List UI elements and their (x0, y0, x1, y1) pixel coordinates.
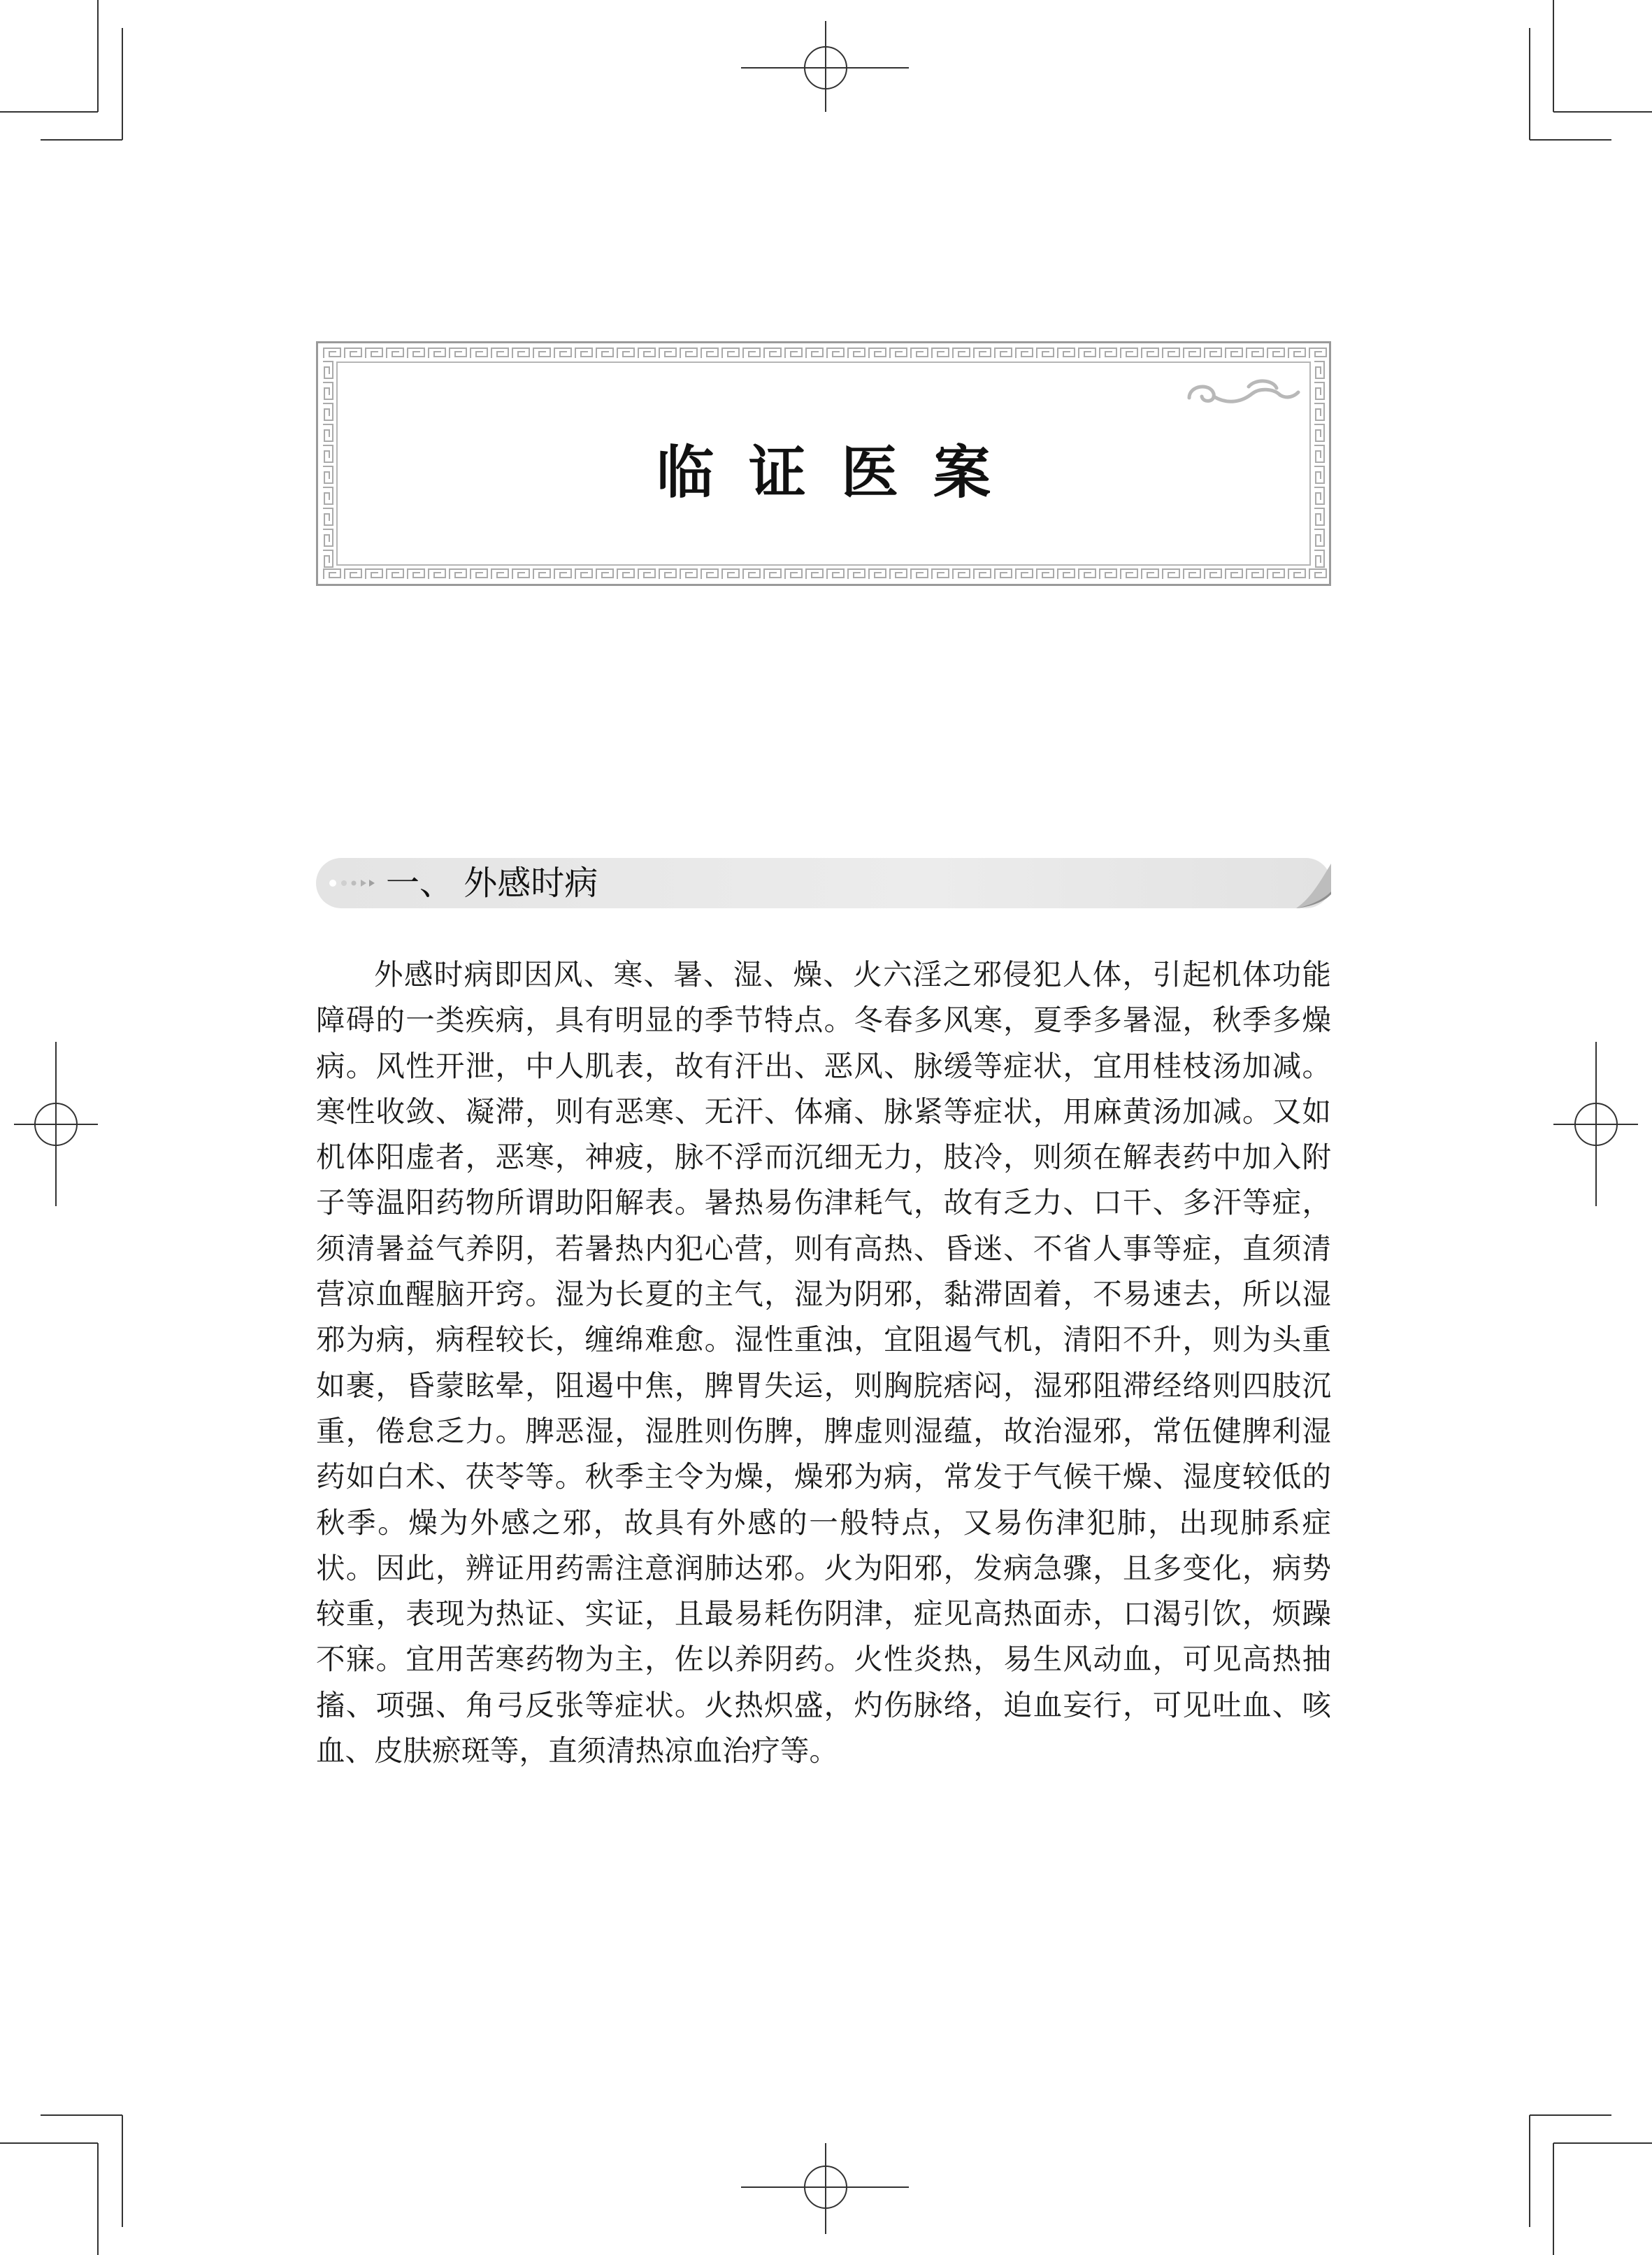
crop-mark-icon (1530, 0, 1652, 140)
crop-mark-icon (0, 0, 122, 140)
section-heading: 一、 外感时病 (386, 864, 598, 903)
page-curl-icon (1289, 864, 1331, 908)
crop-mark-icon (1530, 2115, 1652, 2255)
registration-mark-icon (741, 2143, 909, 2234)
cloud-ornament-icon (1175, 371, 1301, 413)
registration-mark-icon (14, 1042, 98, 1206)
registration-mark-icon (741, 21, 909, 112)
arrow-dots-icon (329, 876, 385, 890)
registration-mark-icon (1553, 1042, 1638, 1206)
chapter-title: 临证医案 (656, 440, 1026, 506)
crop-mark-icon (0, 2115, 122, 2255)
fret-border-top (322, 346, 1329, 360)
fret-border-bottom (322, 567, 1329, 581)
chapter-title-frame (316, 341, 1331, 586)
section-heading-bar (316, 858, 1331, 908)
body-paragraph: 外感时病即因风、寒、暑、湿、燥、火六淫之邪侵犯人体，引起机体功能障碍的一类疾病，具有明显的季节特点。冬春多风寒，夏季多暑湿，秋季多燥病。风性开泄，中人肌表，故有汗出、恶风、脉缓等症状，宜用桂枝汤加减。寒性收敛、凝滞，则有恶寒、无汗、体痛、脉紧等症状，用麻黄汤加减。又如机体阳虚者，恶寒，神疲，脉不浮而沉细无力，肢冷，则须在解表药中加入附子等温阳药物所谓助阳解表。暑热易伤津耗气，故有乏力、口干、多汗等症，须清暑益气养阴，若暑热内犯心营，则有高热、昏迷、不省人事等症，直须清营凉血醒脑开窍。湿为长夏的主气，湿为阴邪，黏滞固着，不易速去，所以湿邪为病，病程较长，缠绵难愈。湿性重浊，宜阻遏气机，清阳不升，则为头重如裹，昏蒙眩晕，阻遏中焦，脾胃失运，则胸脘痞闷，湿邪阻滞经络则四肢沉重，倦怠乏力。脾恶湿，湿胜则伤脾，脾虚则湿蕴，故治湿邪，常伍健脾利湿药如白术、茯苓等。秋季主令为燥，燥邪为病，常发于气候干燥、湿度较低的秋季。燥为外感之邪，故具有外感的一般特点，又易伤津犯肺，出现肺系症状。因此，辨证用药需注意润肺达邪。火为阳邪，发病急骤，且多变化，病势较重，表现为热证、实证，且最易耗伤阴津，症见高热面赤，口渴引饮，烦躁不寐。宜用苦寒药物为主，佐以养阴药。火性炎热，易生风动血，可见高热抽搐、项强、角弓反张等症状。火热炽盛，灼伤脉络，迫血妄行，可见吐血、咳血、皮肤瘀斑等，直须清热凉血治疗等。 (316, 957, 1331, 1768)
